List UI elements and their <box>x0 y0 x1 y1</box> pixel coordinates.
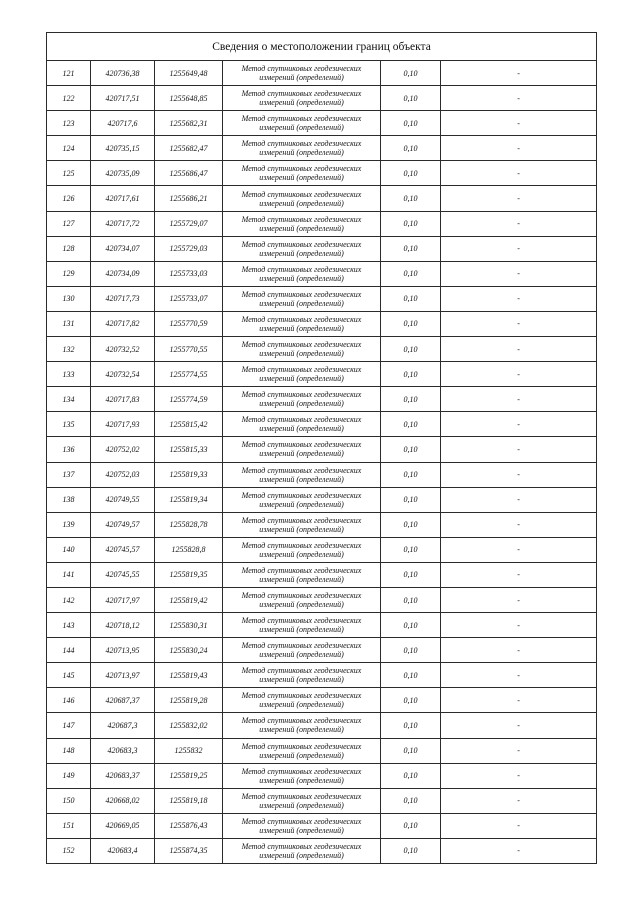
point-number-cell: 131 <box>47 311 91 336</box>
description-cell: - <box>441 638 597 663</box>
y-coordinate-cell: 1255819,34 <box>155 487 223 512</box>
method-line-2: измерений (определений) <box>259 850 344 860</box>
y-coordinate-cell: 1255770,55 <box>155 337 223 362</box>
description-cell: - <box>441 111 597 136</box>
y-coordinate-cell: 1255729,03 <box>155 236 223 261</box>
description-cell: - <box>441 537 597 562</box>
description-cell: - <box>441 437 597 462</box>
method-line-1: Метод спутниковых геодезических <box>241 741 362 751</box>
x-coordinate-cell: 420734,07 <box>91 236 155 261</box>
y-coordinate-cell: 1255682,47 <box>155 136 223 161</box>
table-row <box>47 462 597 487</box>
method-line-1: Метод спутниковых геодезических <box>241 239 362 249</box>
point-number-cell: 141 <box>47 562 91 587</box>
x-coordinate-cell: 420745,57 <box>91 537 155 562</box>
accuracy-cell: 0,10 <box>381 487 441 512</box>
accuracy-cell: 0,10 <box>381 286 441 311</box>
y-coordinate-cell: 1255832 <box>155 738 223 763</box>
method-line-1: Метод спутниковых геодезических <box>241 816 362 826</box>
description-cell: - <box>441 362 597 387</box>
table-row <box>47 813 597 838</box>
x-coordinate-cell: 420718,12 <box>91 613 155 638</box>
point-number-cell: 148 <box>47 738 91 763</box>
description-cell: - <box>441 412 597 437</box>
table-row <box>47 186 597 211</box>
method-cell <box>223 788 381 813</box>
method-cell <box>223 387 381 412</box>
y-coordinate-cell: 1255819,43 <box>155 663 223 688</box>
description-cell: - <box>441 311 597 336</box>
y-coordinate-cell: 1255819,35 <box>155 562 223 587</box>
method-line-1: Метод спутниковых геодезических <box>241 390 362 400</box>
method-line-1: Метод спутниковых геодезических <box>241 314 362 324</box>
method-line-1: Метод спутниковых геодезических <box>241 114 362 124</box>
description-cell: - <box>441 613 597 638</box>
description-cell: - <box>441 763 597 788</box>
method-line-1: Метод спутниковых геодезических <box>241 591 362 601</box>
description-cell: - <box>441 838 597 863</box>
method-line-1: Метод спутниковых геодезических <box>241 641 362 651</box>
accuracy-cell: 0,10 <box>381 688 441 713</box>
x-coordinate-cell: 420717,83 <box>91 387 155 412</box>
point-number-cell: 135 <box>47 412 91 437</box>
method-cell <box>223 412 381 437</box>
point-number-cell: 138 <box>47 487 91 512</box>
method-line-2: измерений (определений) <box>259 474 344 484</box>
table-row <box>47 487 597 512</box>
y-coordinate-cell: 1255733,03 <box>155 261 223 286</box>
accuracy-cell: 0,10 <box>381 337 441 362</box>
method-line-2: измерений (определений) <box>259 725 344 735</box>
method-line-1: Метод спутниковых геодезических <box>241 139 362 149</box>
accuracy-cell: 0,10 <box>381 61 441 86</box>
boundary-coordinates-table <box>46 32 597 864</box>
accuracy-cell: 0,10 <box>381 311 441 336</box>
y-coordinate-cell: 1255819,18 <box>155 788 223 813</box>
y-coordinate-cell: 1255774,55 <box>155 362 223 387</box>
description-cell: - <box>441 337 597 362</box>
description-cell: - <box>441 186 597 211</box>
point-number-cell: 130 <box>47 286 91 311</box>
y-coordinate-cell: 1255876,43 <box>155 813 223 838</box>
table-row <box>47 738 597 763</box>
point-number-cell: 152 <box>47 838 91 863</box>
y-coordinate-cell: 1255733,07 <box>155 286 223 311</box>
x-coordinate-cell: 420683,37 <box>91 763 155 788</box>
table-row <box>47 261 597 286</box>
point-number-cell: 143 <box>47 613 91 638</box>
method-line-1: Метод спутниковых геодезических <box>241 565 362 575</box>
method-cell <box>223 738 381 763</box>
method-line-1: Метод спутниковых геодезических <box>241 841 362 851</box>
x-coordinate-cell: 420745,55 <box>91 562 155 587</box>
x-coordinate-cell: 420717,51 <box>91 86 155 111</box>
method-line-1: Метод спутниковых геодезических <box>241 666 362 676</box>
point-number-cell: 139 <box>47 512 91 537</box>
description-cell: - <box>441 61 597 86</box>
x-coordinate-cell: 420717,6 <box>91 111 155 136</box>
description-cell: - <box>441 286 597 311</box>
method-line-2: измерений (определений) <box>259 499 344 509</box>
description-cell: - <box>441 663 597 688</box>
method-line-2: измерений (определений) <box>259 148 344 158</box>
point-number-cell: 126 <box>47 186 91 211</box>
method-cell <box>223 838 381 863</box>
description-cell: - <box>441 387 597 412</box>
y-coordinate-cell: 1255774,59 <box>155 387 223 412</box>
method-line-2: измерений (определений) <box>259 349 344 359</box>
method-line-2: измерений (определений) <box>259 223 344 233</box>
method-line-2: измерений (определений) <box>259 273 344 283</box>
description-cell: - <box>441 136 597 161</box>
method-cell <box>223 362 381 387</box>
method-line-2: измерений (определений) <box>259 248 344 258</box>
y-coordinate-cell: 1255649,48 <box>155 61 223 86</box>
description-cell: - <box>441 86 597 111</box>
description-cell: - <box>441 487 597 512</box>
description-cell: - <box>441 236 597 261</box>
x-coordinate-cell: 420735,15 <box>91 136 155 161</box>
method-line-1: Метод спутниковых геодезических <box>241 365 362 375</box>
method-line-1: Метод спутниковых геодезических <box>241 164 362 174</box>
table-row <box>47 412 597 437</box>
x-coordinate-cell: 420713,97 <box>91 663 155 688</box>
accuracy-cell: 0,10 <box>381 562 441 587</box>
accuracy-cell: 0,10 <box>381 462 441 487</box>
y-coordinate-cell: 1255729,07 <box>155 211 223 236</box>
accuracy-cell: 0,10 <box>381 838 441 863</box>
x-coordinate-cell: 420683,4 <box>91 838 155 863</box>
accuracy-cell: 0,10 <box>381 136 441 161</box>
accuracy-cell: 0,10 <box>381 86 441 111</box>
method-line-2: измерений (определений) <box>259 323 344 333</box>
x-coordinate-cell: 420732,52 <box>91 337 155 362</box>
point-number-cell: 121 <box>47 61 91 86</box>
accuracy-cell: 0,10 <box>381 613 441 638</box>
accuracy-cell: 0,10 <box>381 437 441 462</box>
point-number-cell: 125 <box>47 161 91 186</box>
table-row <box>47 86 597 111</box>
method-line-1: Метод спутниковых геодезических <box>241 766 362 776</box>
method-cell <box>223 562 381 587</box>
point-number-cell: 144 <box>47 638 91 663</box>
table-title: Сведения о местоположении границ объекта <box>47 33 597 61</box>
method-cell <box>223 111 381 136</box>
method-line-2: измерений (определений) <box>259 625 344 635</box>
method-line-2: измерений (определений) <box>259 700 344 710</box>
accuracy-cell: 0,10 <box>381 261 441 286</box>
x-coordinate-cell: 420687,37 <box>91 688 155 713</box>
method-cell <box>223 136 381 161</box>
method-line-2: измерений (определений) <box>259 123 344 133</box>
point-number-cell: 147 <box>47 713 91 738</box>
x-coordinate-cell: 420749,55 <box>91 487 155 512</box>
y-coordinate-cell: 1255830,24 <box>155 638 223 663</box>
method-line-1: Метод спутниковых геодезических <box>241 64 362 74</box>
method-line-2: измерений (определений) <box>259 775 344 785</box>
accuracy-cell: 0,10 <box>381 813 441 838</box>
point-number-cell: 134 <box>47 387 91 412</box>
description-cell: - <box>441 562 597 587</box>
table-row <box>47 362 597 387</box>
method-line-2: измерений (определений) <box>259 73 344 83</box>
method-cell <box>223 286 381 311</box>
method-line-2: измерений (определений) <box>259 600 344 610</box>
accuracy-cell: 0,10 <box>381 387 441 412</box>
point-number-cell: 128 <box>47 236 91 261</box>
description-cell: - <box>441 713 597 738</box>
method-cell <box>223 311 381 336</box>
method-line-1: Метод спутниковых геодезических <box>241 716 362 726</box>
method-cell <box>223 236 381 261</box>
description-cell: - <box>441 512 597 537</box>
accuracy-cell: 0,10 <box>381 412 441 437</box>
method-line-2: измерений (определений) <box>259 298 344 308</box>
method-line-2: измерений (определений) <box>259 198 344 208</box>
method-line-2: измерений (определений) <box>259 675 344 685</box>
y-coordinate-cell: 1255828,8 <box>155 537 223 562</box>
description-cell: - <box>441 788 597 813</box>
method-cell <box>223 763 381 788</box>
description-cell: - <box>441 161 597 186</box>
x-coordinate-cell: 420732,54 <box>91 362 155 387</box>
method-cell <box>223 437 381 462</box>
y-coordinate-cell: 1255819,25 <box>155 763 223 788</box>
method-line-1: Метод спутниковых геодезических <box>241 515 362 525</box>
point-number-cell: 133 <box>47 362 91 387</box>
method-line-2: измерений (определений) <box>259 374 344 384</box>
point-number-cell: 137 <box>47 462 91 487</box>
x-coordinate-cell: 420752,03 <box>91 462 155 487</box>
table-row <box>47 387 597 412</box>
description-cell: - <box>441 688 597 713</box>
point-number-cell: 140 <box>47 537 91 562</box>
x-coordinate-cell: 420736,38 <box>91 61 155 86</box>
point-number-cell: 132 <box>47 337 91 362</box>
table-row <box>47 638 597 663</box>
table-row <box>47 663 597 688</box>
point-number-cell: 145 <box>47 663 91 688</box>
table-row <box>47 688 597 713</box>
method-cell <box>223 261 381 286</box>
method-line-2: измерений (определений) <box>259 449 344 459</box>
point-number-cell: 123 <box>47 111 91 136</box>
accuracy-cell: 0,10 <box>381 362 441 387</box>
method-cell <box>223 613 381 638</box>
method-line-2: измерений (определений) <box>259 800 344 810</box>
method-line-1: Метод спутниковых геодезических <box>241 465 362 475</box>
description-cell: - <box>441 738 597 763</box>
y-coordinate-cell: 1255686,21 <box>155 186 223 211</box>
y-coordinate-cell: 1255832,02 <box>155 713 223 738</box>
method-cell <box>223 61 381 86</box>
table-row <box>47 311 597 336</box>
table-row <box>47 713 597 738</box>
point-number-cell: 146 <box>47 688 91 713</box>
method-line-1: Метод спутниковых геодезических <box>241 415 362 425</box>
method-cell <box>223 813 381 838</box>
y-coordinate-cell: 1255830,31 <box>155 613 223 638</box>
x-coordinate-cell: 420717,72 <box>91 211 155 236</box>
y-coordinate-cell: 1255770,59 <box>155 311 223 336</box>
method-line-1: Метод спутниковых геодезических <box>241 791 362 801</box>
table-row <box>47 562 597 587</box>
point-number-cell: 149 <box>47 763 91 788</box>
accuracy-cell: 0,10 <box>381 111 441 136</box>
y-coordinate-cell: 1255682,31 <box>155 111 223 136</box>
table-row <box>47 437 597 462</box>
method-line-2: измерений (определений) <box>259 574 344 584</box>
method-line-1: Метод спутниковых геодезических <box>241 490 362 500</box>
method-line-1: Метод спутниковых геодезических <box>241 89 362 99</box>
method-line-2: измерений (определений) <box>259 399 344 409</box>
method-line-2: измерений (определений) <box>259 524 344 534</box>
method-cell <box>223 638 381 663</box>
x-coordinate-cell: 420717,73 <box>91 286 155 311</box>
method-cell <box>223 86 381 111</box>
accuracy-cell: 0,10 <box>381 236 441 261</box>
accuracy-cell: 0,10 <box>381 638 441 663</box>
x-coordinate-cell: 420683,3 <box>91 738 155 763</box>
method-line-1: Метод спутниковых геодезических <box>241 691 362 701</box>
y-coordinate-cell: 1255815,42 <box>155 412 223 437</box>
table-row <box>47 286 597 311</box>
table-row <box>47 512 597 537</box>
method-cell <box>223 211 381 236</box>
point-number-cell: 129 <box>47 261 91 286</box>
method-line-1: Метод спутниковых геодезических <box>241 440 362 450</box>
point-number-cell: 124 <box>47 136 91 161</box>
x-coordinate-cell: 420668,02 <box>91 788 155 813</box>
method-cell <box>223 587 381 612</box>
table-body <box>47 33 597 864</box>
description-cell: - <box>441 261 597 286</box>
method-cell <box>223 537 381 562</box>
point-number-cell: 151 <box>47 813 91 838</box>
accuracy-cell: 0,10 <box>381 663 441 688</box>
method-line-1: Метод спутниковых геодезических <box>241 214 362 224</box>
method-cell <box>223 688 381 713</box>
method-line-1: Метод спутниковых геодезических <box>241 264 362 274</box>
method-line-1: Метод спутниковых геодезических <box>241 289 362 299</box>
method-line-1: Метод спутниковых геодезических <box>241 189 362 199</box>
y-coordinate-cell: 1255686,47 <box>155 161 223 186</box>
method-cell <box>223 186 381 211</box>
description-cell: - <box>441 462 597 487</box>
x-coordinate-cell: 420717,61 <box>91 186 155 211</box>
y-coordinate-cell: 1255819,28 <box>155 688 223 713</box>
table-row <box>47 211 597 236</box>
table-row <box>47 838 597 863</box>
x-coordinate-cell: 420669,05 <box>91 813 155 838</box>
method-line-1: Метод спутниковых геодезических <box>241 340 362 350</box>
method-line-2: измерений (определений) <box>259 750 344 760</box>
accuracy-cell: 0,10 <box>381 587 441 612</box>
method-cell <box>223 663 381 688</box>
x-coordinate-cell: 420687,3 <box>91 713 155 738</box>
description-cell: - <box>441 211 597 236</box>
method-line-2: измерений (определений) <box>259 549 344 559</box>
x-coordinate-cell: 420717,82 <box>91 311 155 336</box>
table-row <box>47 236 597 261</box>
method-cell <box>223 512 381 537</box>
y-coordinate-cell: 1255648,85 <box>155 86 223 111</box>
description-cell: - <box>441 587 597 612</box>
method-line-2: измерений (определений) <box>259 650 344 660</box>
method-line-2: измерений (определений) <box>259 173 344 183</box>
accuracy-cell: 0,10 <box>381 161 441 186</box>
point-number-cell: 127 <box>47 211 91 236</box>
table-row <box>47 337 597 362</box>
method-cell <box>223 337 381 362</box>
x-coordinate-cell: 420735,09 <box>91 161 155 186</box>
y-coordinate-cell: 1255828,78 <box>155 512 223 537</box>
table-row <box>47 136 597 161</box>
method-line-2: измерений (определений) <box>259 424 344 434</box>
accuracy-cell: 0,10 <box>381 211 441 236</box>
table-row <box>47 788 597 813</box>
y-coordinate-cell: 1255819,33 <box>155 462 223 487</box>
method-line-1: Метод спутниковых геодезических <box>241 540 362 550</box>
method-line-1: Метод спутниковых геодезических <box>241 616 362 626</box>
description-cell: - <box>441 813 597 838</box>
table-row <box>47 537 597 562</box>
method-cell <box>223 161 381 186</box>
x-coordinate-cell: 420752,02 <box>91 437 155 462</box>
table-row <box>47 161 597 186</box>
method-cell <box>223 487 381 512</box>
table-row <box>47 763 597 788</box>
y-coordinate-cell: 1255819,42 <box>155 587 223 612</box>
y-coordinate-cell: 1255874,35 <box>155 838 223 863</box>
y-coordinate-cell: 1255815,33 <box>155 437 223 462</box>
title-row <box>47 33 597 61</box>
accuracy-cell: 0,10 <box>381 738 441 763</box>
method-line-2: измерений (определений) <box>259 98 344 108</box>
accuracy-cell: 0,10 <box>381 788 441 813</box>
x-coordinate-cell: 420749,57 <box>91 512 155 537</box>
point-number-cell: 150 <box>47 788 91 813</box>
accuracy-cell: 0,10 <box>381 537 441 562</box>
table-row <box>47 613 597 638</box>
x-coordinate-cell: 420713,95 <box>91 638 155 663</box>
table-row <box>47 111 597 136</box>
table-row <box>47 61 597 86</box>
method-line-2: измерений (определений) <box>259 825 344 835</box>
accuracy-cell: 0,10 <box>381 763 441 788</box>
x-coordinate-cell: 420717,97 <box>91 587 155 612</box>
table-row <box>47 587 597 612</box>
point-number-cell: 122 <box>47 86 91 111</box>
accuracy-cell: 0,10 <box>381 186 441 211</box>
accuracy-cell: 0,10 <box>381 713 441 738</box>
method-cell <box>223 462 381 487</box>
accuracy-cell: 0,10 <box>381 512 441 537</box>
point-number-cell: 136 <box>47 437 91 462</box>
point-number-cell: 142 <box>47 587 91 612</box>
x-coordinate-cell: 420734,09 <box>91 261 155 286</box>
x-coordinate-cell: 420717,93 <box>91 412 155 437</box>
method-cell <box>223 713 381 738</box>
